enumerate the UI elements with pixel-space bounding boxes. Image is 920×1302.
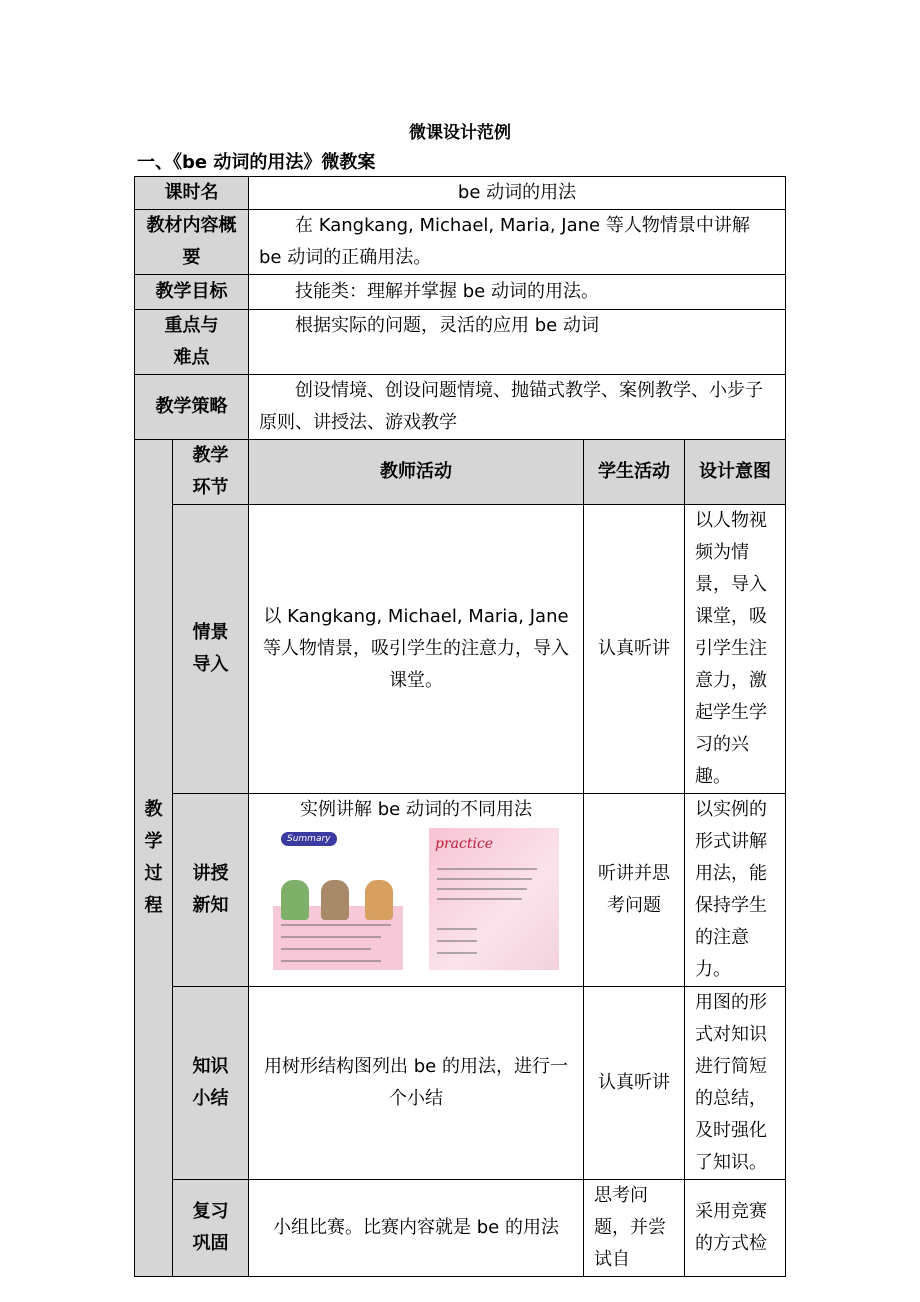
step-student: 认真听讲 <box>584 505 685 794</box>
header-stage: 教学环节 <box>173 440 249 505</box>
step-row <box>135 505 786 794</box>
label-goal: 教学目标 <box>135 275 249 310</box>
row-content <box>135 210 786 275</box>
value-strategy: 创设情境、创设问题情境、抛锚式教学、案例教学、小步子原则、讲授法、游戏教学 <box>249 375 786 440</box>
step-stage: 复习巩固 <box>173 1180 249 1277</box>
practice-slide-image <box>429 828 559 970</box>
process-header-row <box>135 440 786 505</box>
step-stage: 讲授新知 <box>173 794 249 987</box>
step-row <box>135 987 786 1180</box>
value-lesson-name: be 动词的用法 <box>249 177 786 210</box>
value-content: 在 Kangkang, Michael, Maria, Jane 等人物情景中讲解 be 动词的正确用法。 <box>249 210 786 275</box>
header-teacher: 教师活动 <box>249 440 584 505</box>
row-goal <box>135 275 786 310</box>
step-teacher: 以 Kangkang, Michael, Maria, Jane 等人物情景，吸引学生的注意力，导入课堂。 <box>249 505 584 794</box>
step-intent: 采用竞赛的方式检 <box>685 1180 786 1277</box>
step-teacher: 用树形结构图列出 be 的用法，进行一个小结 <box>249 987 584 1180</box>
value-goal: 技能类：理解并掌握 be 动词的用法。 <box>249 275 786 310</box>
step-intent: 用图的形式对知识进行简短的总结，及时强化了知识。 <box>685 987 786 1180</box>
summary-label: Summary <box>281 832 337 846</box>
row-key <box>135 310 786 375</box>
doc-title: 微课设计范例 <box>409 123 511 143</box>
practice-label: practice <box>435 836 494 852</box>
step-student: 认真听讲 <box>584 987 685 1180</box>
step-stage: 知识小结 <box>173 987 249 1180</box>
step-intent: 以实例的形式讲解用法，能保持学生的注意力。 <box>685 794 786 987</box>
step-stage: 情景导入 <box>173 505 249 794</box>
header-intent: 设计意图 <box>685 440 786 505</box>
row-lesson-name <box>135 177 786 210</box>
step-student: 听讲并思考问题 <box>584 794 685 987</box>
step-teacher-cell <box>249 794 584 987</box>
label-strategy: 教学策略 <box>135 375 249 440</box>
step-teacher: 实例讲解 be 动词的不同用法 <box>300 799 532 820</box>
step-teacher: 小组比赛。比赛内容就是 be 的用法 <box>249 1180 584 1277</box>
step-row <box>135 794 786 987</box>
lesson-plan-table <box>134 176 786 1277</box>
label-content: 教材内容概要 <box>135 210 249 275</box>
step-student: 思考问题，并尝试自 <box>584 1180 685 1277</box>
label-lesson-name: 课时名 <box>135 177 249 210</box>
section-heading: 一、《be 动词的用法》微教案 <box>137 152 376 173</box>
summary-slide-image <box>273 828 403 970</box>
row-strategy <box>135 375 786 440</box>
label-process: 教学过程 <box>135 440 173 1277</box>
step-row <box>135 1180 786 1277</box>
value-key: 根据实际的问题，灵活的应用 be 动词 <box>249 310 786 375</box>
step-intent: 以人物视频为情景，导入课堂，吸引学生注意力，激起学生学习的兴趣。 <box>685 505 786 794</box>
label-key: 重点与难点 <box>135 310 249 375</box>
header-student: 学生活动 <box>584 440 685 505</box>
